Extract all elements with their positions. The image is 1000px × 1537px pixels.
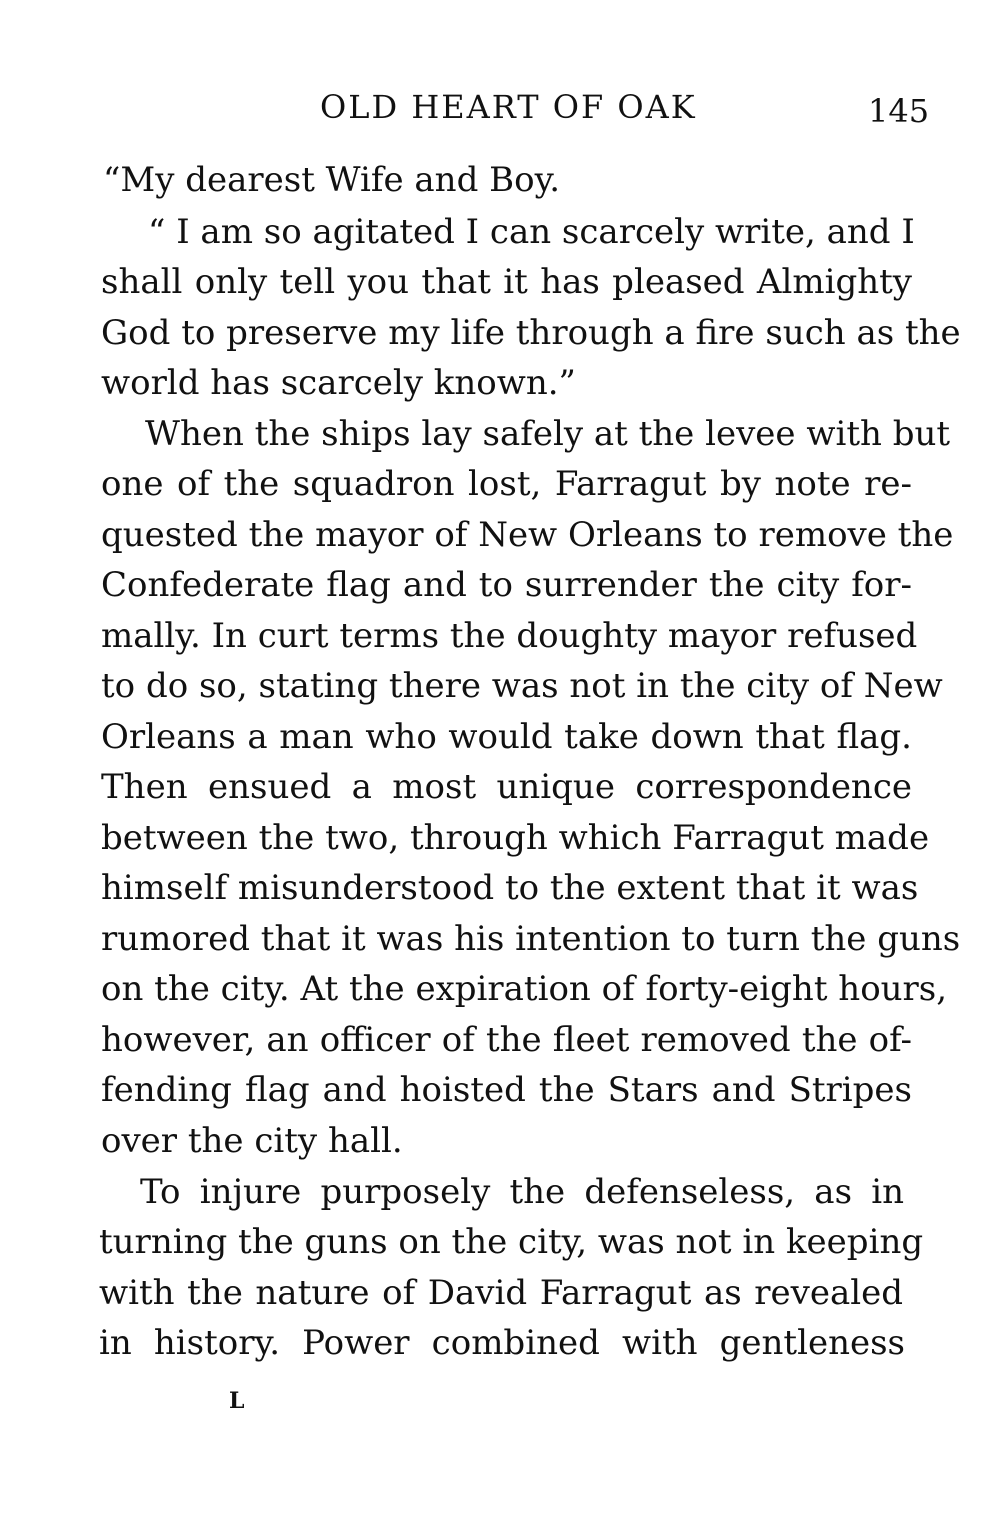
text-line: to do so, stating there was not in the city of New — [101, 666, 943, 706]
text-line: rumored that it was his intention to turn the guns — [101, 919, 961, 959]
text-line: “ I am so agitated I can scarcely write, and I — [148, 212, 915, 252]
text-line: “My dearest Wife and Boy. — [103, 160, 561, 200]
text-line: one of the squadron lost, Farragut by note re- — [101, 464, 912, 504]
text-line: with the nature of David Farragut as revealed — [99, 1273, 903, 1313]
text-line: in history. Power combined with gentleness — [99, 1323, 905, 1363]
text-line: Orleans a man who would take down that flag. — [101, 717, 912, 757]
running-title: OLD HEART OF OAK — [320, 88, 697, 126]
text-line: however, an officer of the fleet removed the of- — [101, 1020, 912, 1060]
text-line: over the city hall. — [101, 1121, 403, 1161]
text-line: To injure purposely the defenseless, as in — [140, 1172, 904, 1212]
text-line: Confederate flag and to surrender the city for- — [101, 565, 912, 605]
text-line: between the two, through which Farragut made — [101, 818, 930, 858]
text-line: Then ensued a most unique correspondence — [101, 767, 912, 807]
text-line: world has scarcely known.” — [101, 363, 576, 403]
signature-mark: L — [229, 1388, 245, 1414]
text-line: fending flag and hoisted the Stars and Stripes — [101, 1070, 912, 1110]
text-line: When the ships lay safely at the levee with but — [145, 414, 951, 454]
text-line: mally. In curt terms the doughty mayor refused — [101, 616, 918, 656]
text-line: shall only tell you that it has pleased Almighty — [101, 262, 912, 302]
text-line: on the city. At the expiration of forty-eight hours, — [101, 969, 948, 1009]
page-number: 145 — [868, 92, 930, 130]
text-line: turning the guns on the city, was not in keeping — [99, 1222, 924, 1262]
text-line: himself misunderstood to the extent that it was — [101, 868, 919, 908]
text-line: quested the mayor of New Orleans to remove the — [101, 515, 954, 555]
text-line: God to preserve my life through a fire such as the — [101, 313, 961, 353]
